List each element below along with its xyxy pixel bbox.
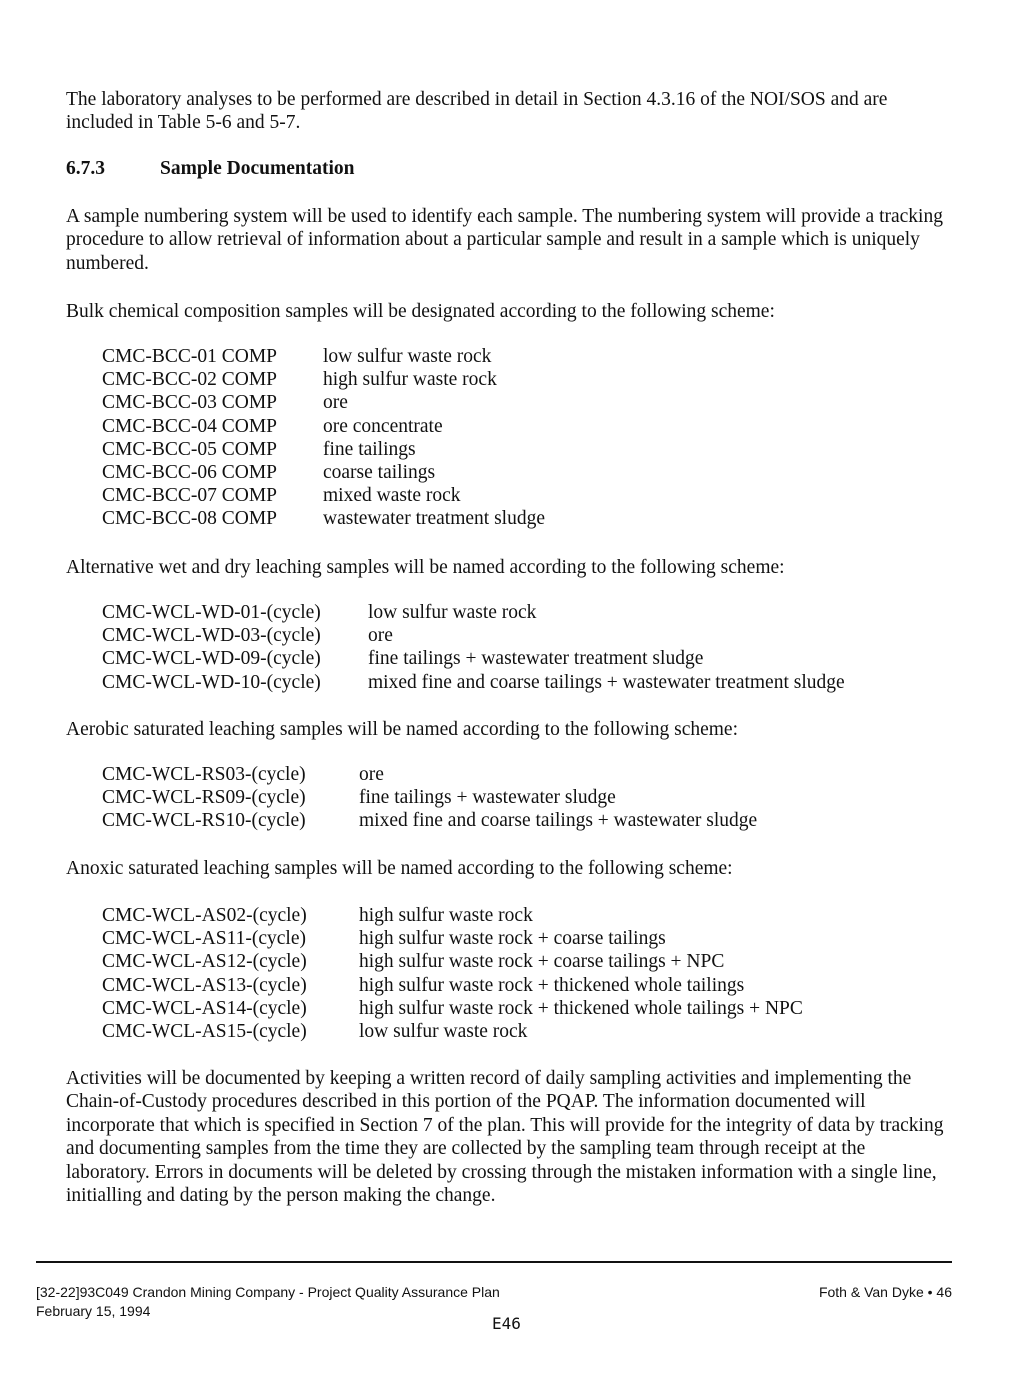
sample-description: fine tailings (323, 438, 416, 460)
list-item (102, 391, 545, 414)
sample-description: low sulfur waste rock (359, 1021, 528, 1043)
list-item (102, 368, 545, 391)
sample-description: high sulfur waste rock + thickened whole tailings + NPC (359, 997, 803, 1019)
sample-code: CMC-WCL-AS11-(cycle) (102, 928, 306, 950)
sample-code: CMC-BCC-03 COMP (102, 392, 278, 414)
sample-code: CMC-BCC-06 COMP (102, 462, 278, 484)
sample-description: low sulfur waste rock (323, 346, 492, 367)
sample-description: high sulfur waste rock + coarse tailings + NPC (359, 951, 725, 973)
sample-description: ore (368, 625, 393, 647)
sample-code: CMC-WCL-RS10-(cycle) (102, 810, 306, 832)
bulk-intro-paragraph: Bulk chemical composition samples will be designated according to the following scheme: (66, 301, 775, 322)
sample-code: CMC-WCL-AS15-(cycle) (102, 1021, 307, 1043)
activities-paragraph: Activities will be documented by keeping a written record of daily sampling activities and implementing the Chain-of-Custody procedures described in this portion of the PQAP. The information documented will incorporate that which is specified in Section 7 of the plan. This will provide for the integrity of data by tracking and documenting samples from the time they are collected by the sampling team through receipt at the laboratory. Errors in documents will be deleted by crossing through the mistaken information with a single line, initialling and dating by the person making the change. (66, 1068, 944, 1207)
list-item (102, 507, 545, 530)
aerobic-intro-paragraph: Aerobic saturated leaching samples will be named according to the following scheme: (66, 719, 738, 740)
sample-code: CMC-BCC-01 COMP (102, 346, 278, 367)
list-item (102, 950, 803, 973)
list-item (102, 461, 545, 484)
sample-code: CMC-WCL-AS13-(cycle) (102, 974, 307, 996)
sample-code: CMC-BCC-02 COMP (102, 369, 278, 391)
list-item (102, 484, 545, 507)
sample-code: CMC-WCL-AS02-(cycle) (102, 905, 307, 926)
list-item (102, 438, 545, 461)
sample-description: fine tailings + wastewater treatment sludge (368, 648, 704, 670)
list-item (102, 647, 845, 670)
sample-description: high sulfur waste rock + thickened whole tailings (359, 974, 745, 996)
sample-description: ore (359, 764, 384, 785)
section-number: 6.7.3 (66, 158, 105, 179)
list-item (102, 345, 545, 368)
sample-code: CMC-WCL-WD-01-(cycle) (102, 602, 321, 623)
sample-code: CMC-BCC-07 COMP (102, 485, 278, 507)
sample-code: CMC-WCL-AS12-(cycle) (102, 951, 307, 973)
list-item (102, 601, 845, 624)
list-item (102, 927, 803, 950)
sample-code: CMC-BCC-04 COMP (102, 415, 278, 437)
numbering-paragraph: A sample numbering system will be used to identify each sample. The numbering system will provide a tracking procedure to allow retrieval of information about a particular sample and result in a sample which is uniquely numbered. (66, 206, 943, 274)
sample-description: fine tailings + wastewater sludge (359, 787, 616, 809)
anoxic-sample-list (102, 904, 803, 1043)
footer-document-title: [32-22]93C049 Crandon Mining Company - Project Quality Assurance Plan (36, 1284, 500, 1300)
section-title: Sample Documentation (160, 158, 355, 179)
aerobic-sample-list (102, 763, 757, 833)
sample-description: high sulfur waste rock (323, 369, 497, 391)
list-item (102, 671, 845, 694)
list-item (102, 1020, 803, 1043)
list-item (102, 786, 757, 809)
sample-description: coarse tailings (323, 462, 436, 484)
page-code: E46 (492, 1314, 521, 1333)
sample-description: mixed fine and coarse tailings + wastewater treatment sludge (368, 671, 845, 693)
list-item (102, 904, 803, 927)
sample-description: ore (323, 392, 348, 414)
list-item (102, 997, 803, 1020)
list-item (102, 763, 757, 786)
bulk-sample-list (102, 345, 545, 531)
wetdry-intro-paragraph: Alternative wet and dry leaching samples will be named according to the following scheme: (66, 557, 785, 578)
sample-description: ore concentrate (323, 415, 443, 437)
intro-paragraph: The laboratory analyses to be performed are described in detail in Section 4.3.16 of the NOI/SOS and are included in Table 5-6 and 5-7. (66, 89, 888, 134)
sample-description: low sulfur waste rock (368, 602, 537, 623)
sample-code: CMC-BCC-05 COMP (102, 438, 278, 460)
sample-code: CMC-WCL-AS14-(cycle) (102, 997, 307, 1019)
sample-description: wastewater treatment sludge (323, 508, 545, 530)
sample-description: high sulfur waste rock (359, 905, 533, 926)
footer-date: February 15, 1994 (36, 1303, 151, 1319)
sample-code: CMC-WCL-WD-03-(cycle) (102, 625, 321, 647)
section-heading (66, 158, 354, 180)
list-item (102, 809, 757, 832)
wetdry-sample-list (102, 601, 845, 694)
sample-code: CMC-WCL-RS09-(cycle) (102, 787, 306, 809)
list-item (102, 415, 545, 438)
sample-code: CMC-WCL-WD-10-(cycle) (102, 671, 321, 693)
sample-description: high sulfur waste rock + coarse tailings (359, 928, 666, 950)
footer-left (36, 1283, 500, 1321)
list-item (102, 624, 845, 647)
sample-description: mixed fine and coarse tailings + wastewater sludge (359, 810, 758, 832)
footer-page-number: Foth & Van Dyke • 46 (818, 1284, 952, 1300)
anoxic-intro-paragraph: Anoxic saturated leaching samples will be named according to the following scheme: (66, 858, 733, 879)
list-item (102, 974, 803, 997)
sample-code: CMC-WCL-WD-09-(cycle) (102, 648, 321, 670)
sample-description: mixed waste rock (323, 485, 461, 507)
sample-code: CMC-WCL-RS03-(cycle) (102, 764, 306, 785)
sample-code: CMC-BCC-08 COMP (102, 508, 278, 530)
footer-divider (36, 1261, 952, 1263)
